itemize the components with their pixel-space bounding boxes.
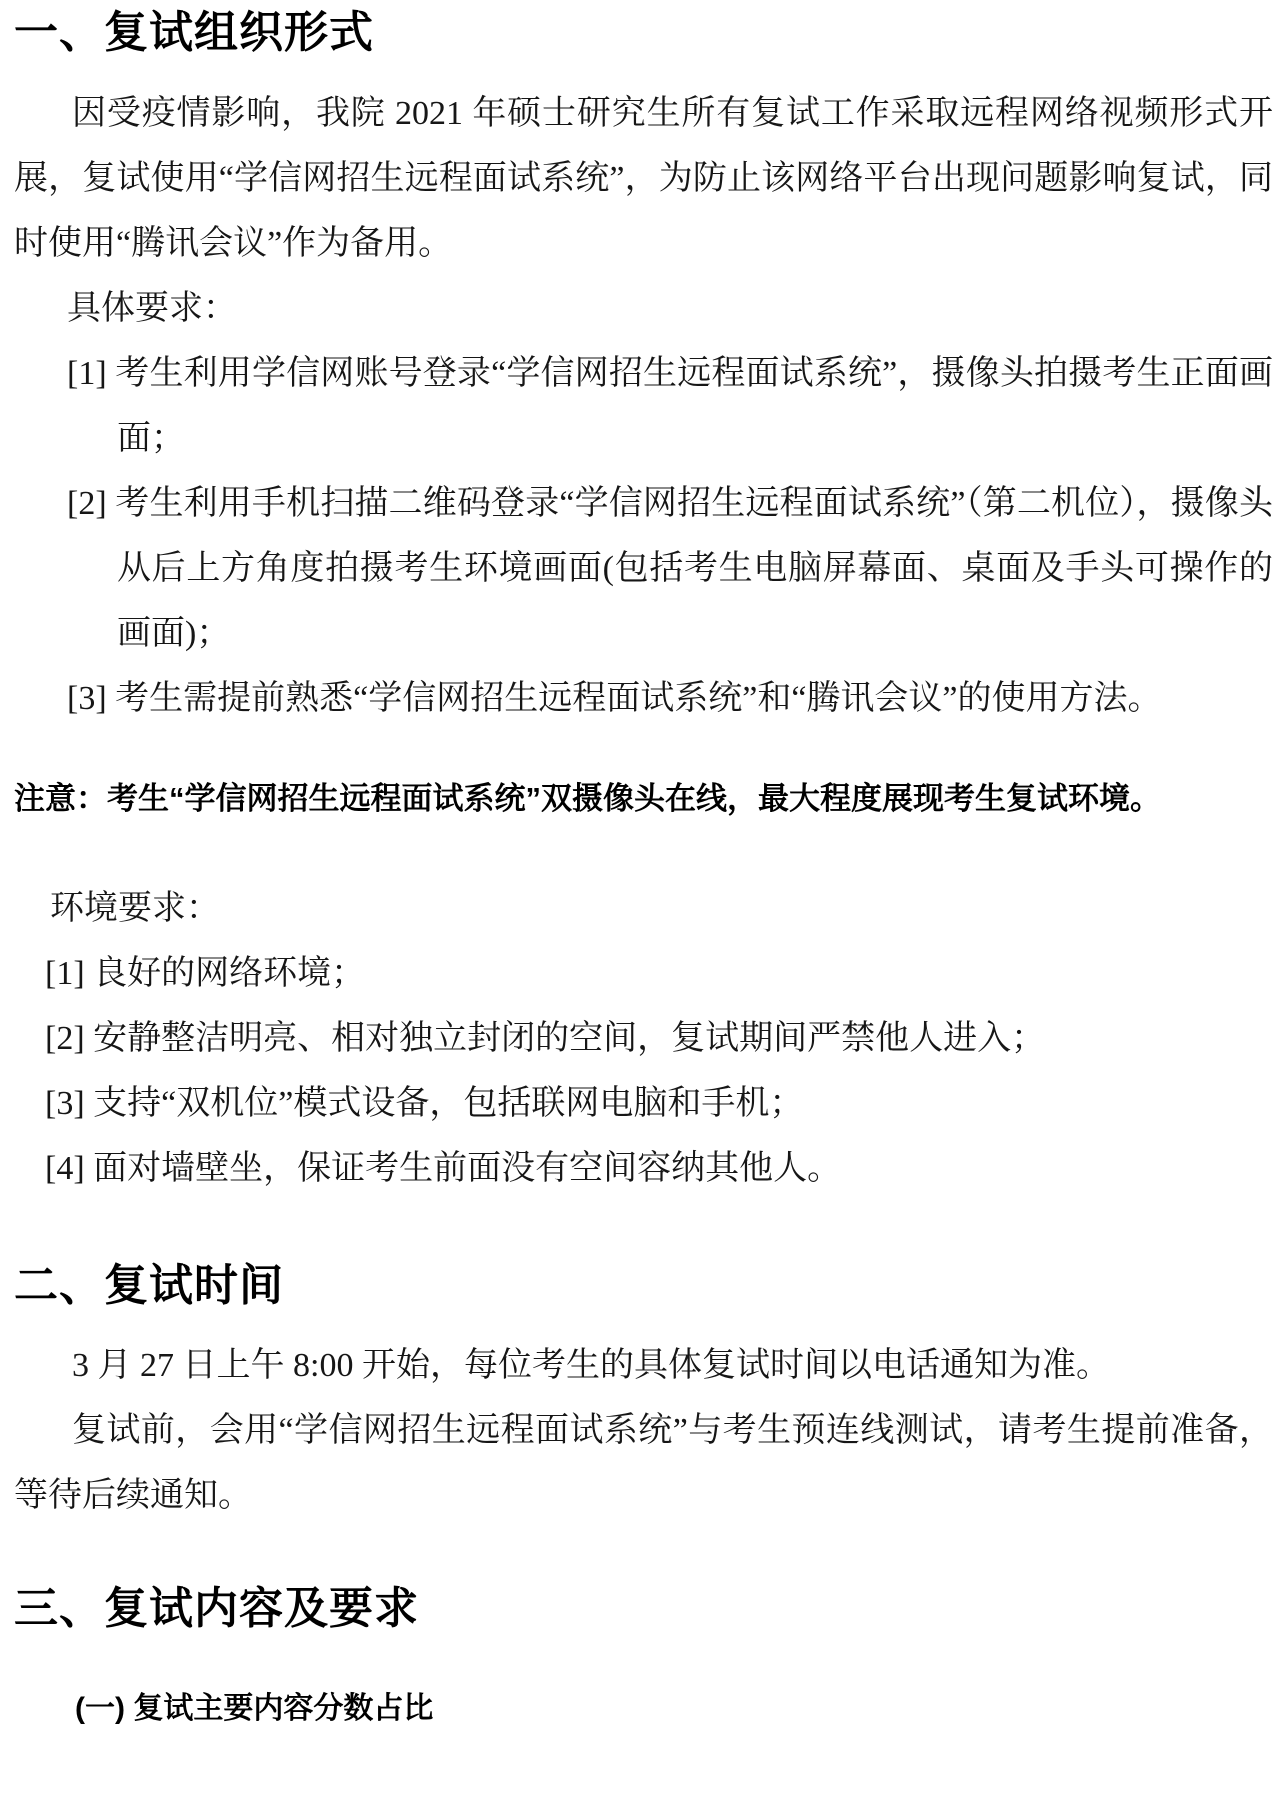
section-2-heading: 二、复试时间 [14, 1260, 284, 1310]
requirement-item-2: [2] 考生利用手机扫描二维码登录“学信网招生远程面试系统”（第二机位），摄像头从后上方角度拍摄考生环境画面(包括考生电脑屏幕面、桌面及手头可操作的画面)； [67, 484, 1273, 652]
subsection-heading: (一) 复试主要内容分数占比 [75, 1691, 434, 1725]
environment-item-2: [2] 安静整洁明亮、相对独立封闭的空间，复试期间严禁他人进入； [45, 1019, 1046, 1057]
time-paragraph-1: 3 月 27 日上午 8:00 开始，每位考生的具体复试时间以电话通知为准。 [72, 1347, 1110, 1385]
environment-item-1: [1] 良好的网络环境； [45, 954, 366, 992]
section-1-heading: 一、复试组织形式 [14, 8, 374, 57]
environment-requirements-label: 环境要求： [50, 889, 220, 927]
requirement-item-3: [3] 考生需提前熟悉“学信网招生远程面试系统”和“腾讯会议”的使用方法。 [67, 679, 1162, 717]
environment-item-3: [3] 支持“双机位”模式设备，包括联网电脑和手机； [45, 1084, 804, 1122]
specific-requirements-label: 具体要求： [67, 289, 237, 327]
attention-note: 注意：考生“学信网招生远程面试系统”双摄像头在线，最大程度展现考生复试环境。 [14, 780, 1161, 816]
requirement-item-1: [1] 考生利用学信网账号登录“学信网招生远程面试系统”，摄像头拍摄考生正面画面； [67, 354, 1273, 457]
section-3-heading: 三、复试内容及要求 [14, 1584, 419, 1634]
intro-paragraph: 因受疫情影响，我院 2021 年硕士研究生所有复试工作采取远程网络视频形式开展，复试使用“学信网招生远程面试系统”，为防止该网络平台出现问题影响复试，同时使用“腾讯会议”作为备用。 [14, 94, 1273, 262]
environment-item-4: [4] 面对墙壁坐，保证考生前面没有空间容纳其他人。 [45, 1149, 842, 1187]
time-paragraph-2: 复试前，会用“学信网招生远程面试系统”与考生预连线测试，请考生提前准备，等待后续通知。 [14, 1412, 1273, 1515]
